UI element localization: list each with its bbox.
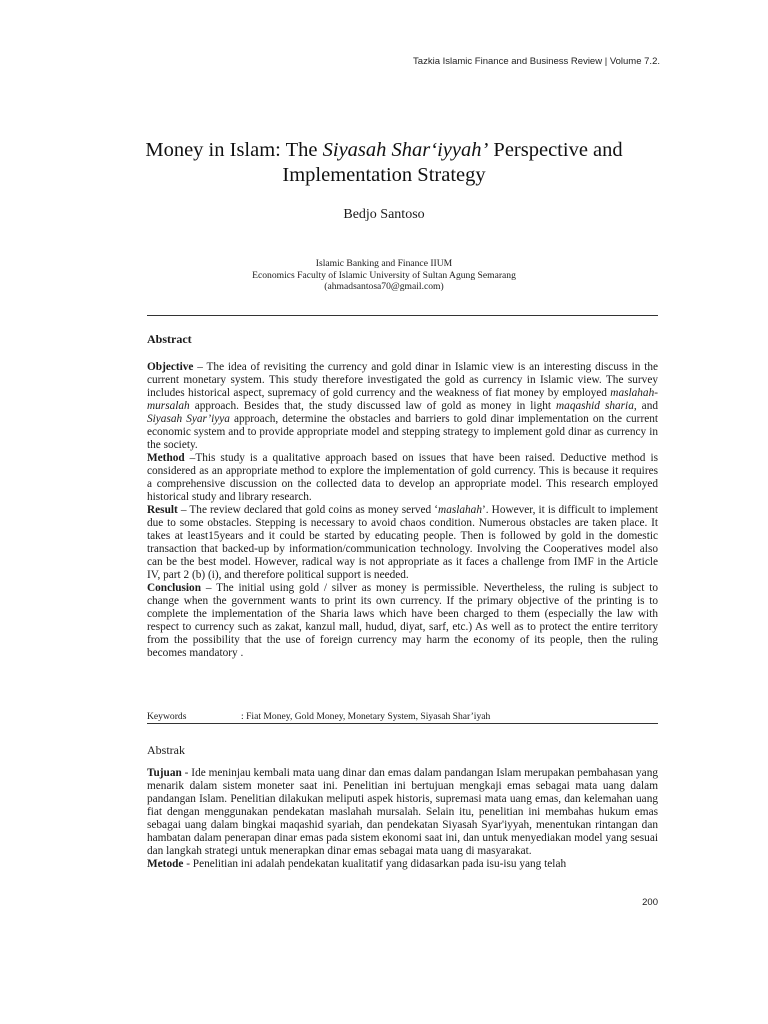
keywords-label: Keywords <box>147 711 187 722</box>
running-head: Tazkia Islamic Finance and Business Review | Volume 7.2. <box>413 56 660 67</box>
author-name: Bedjo Santoso <box>343 207 425 222</box>
title-line-1: Money in Islam: The Siyasah Shar‘iyyah’ Perspective and <box>145 139 623 161</box>
tujuan-paragraph: Tujuan - Ide meninjau kembali mata uang dinar dan emas dalam pandangan Islam merupakan pembahasan yang menarik dalam sistem moneter saat ini. Penelitian ini bertujuan mengkaji emas sebagai mata uang dalam pandangan Islam. Penelitian dilakukan meliputi aspek historis, supremasi mata uang emas, dan kelemahan uang fiat dengan menggunakan pendekatan maslahah mursalah. Selain itu, penelitian ini membahas hukum emas sebagai uang dalam bingkai maqashid syariah, dan pendekatan Siyasah Syar'iyyah, menentukan rintangan dan hambatan dalam penerapan dinar emas pada sistem ekonomi saat ini, dan untuk menyediakan model yang sesuai dan langkah strategi untuk menerapkan dinar emas sebagai mata uang di masyarakat. <box>147 767 658 857</box>
page-number: 200 <box>642 897 658 908</box>
affiliation-line-2: Economics Faculty of Islamic University of Sultan Agung Semarang <box>252 269 516 281</box>
divider-top <box>147 315 658 316</box>
author-email: (ahmadsantosa70@gmail.com) <box>324 281 444 292</box>
divider-keywords <box>147 723 658 724</box>
keywords-value: : Fiat Money, Gold Money, Monetary System, Siyasah Shar’iyah <box>241 711 491 722</box>
conclusion-paragraph: Conclusion – The initial using gold / silver as money is permissible. Nevertheless, the ruling is subject to change when the government wants to print its own currency. If the primary objective of the printing is to complete the implementation of the Sharia laws which have been charged to them (especially the law with respect to currency such as zakat, kanzul mall, hudud, diyat, sarf, etc.) As well as to protect the entire territory from the possibility that the use of foreign currency may harm the economy of its people, then the ruling becomes mandatory . <box>147 582 658 659</box>
keywords <box>147 711 658 722</box>
abstract-heading: Abstract <box>147 332 192 346</box>
abstrak-heading: Abstrak <box>147 743 185 757</box>
title-line-2: Implementation Strategy <box>282 164 486 186</box>
abstract-body <box>147 361 658 660</box>
metode-paragraph: Metode - Penelitian ini adalah pendekatan kualitatif yang didasarkan pada isu-isu yang telah <box>147 858 567 870</box>
result-paragraph: Result – The review declared that gold coins as money served ‘maslahah’. However, it is difficult to implement due to some obstacles. Stepping is necessary to avoid chaos condition. Numerous obstacles are taken place. It takes at least15years and it could be started by educating people. Then is followed by gold in the domestic transaction that backed-up by information/communication technology. Involving the Cooperatives model also can be the best model. However, radical way is not appropriate as it faces a challenge from IMF in the Article IV, part 2 (b) (i), and therefore political support is needed. <box>147 504 658 581</box>
affiliation <box>110 258 658 293</box>
objective-paragraph: Objective – The idea of revisiting the currency and gold dinar in Islamic view is an interesting discuss in the current monetary system. This study therefore investigated the gold as currency in Islamic view. The survey includes historical aspect, supremacy of gold currency and the weakness of fiat money by employed maslahah-mursalah approach. Besides that, the study discussed law of gold as money in light maqashid sharia, and Siyasah Syar’iyya approach, determine the obstacles and barriers to gold dinar implementation on the current economic system and to provide appropriate model and stepping strategy to implement gold dinar as currency in the society. <box>147 361 659 451</box>
method-paragraph: Method –This study is a qualitative approach based on issues that have been raised. Deductive method is considered as an appropriate method to explore the implementation of gold currency. This is because it requires a comprehensive discussion on the collected data to develop an appropriate model. This research employed historical study and library research. <box>147 452 658 503</box>
paper-title <box>110 138 658 188</box>
abstrak-body <box>147 767 658 871</box>
affiliation-line-1: Islamic Banking and Finance IIUM <box>315 258 453 269</box>
